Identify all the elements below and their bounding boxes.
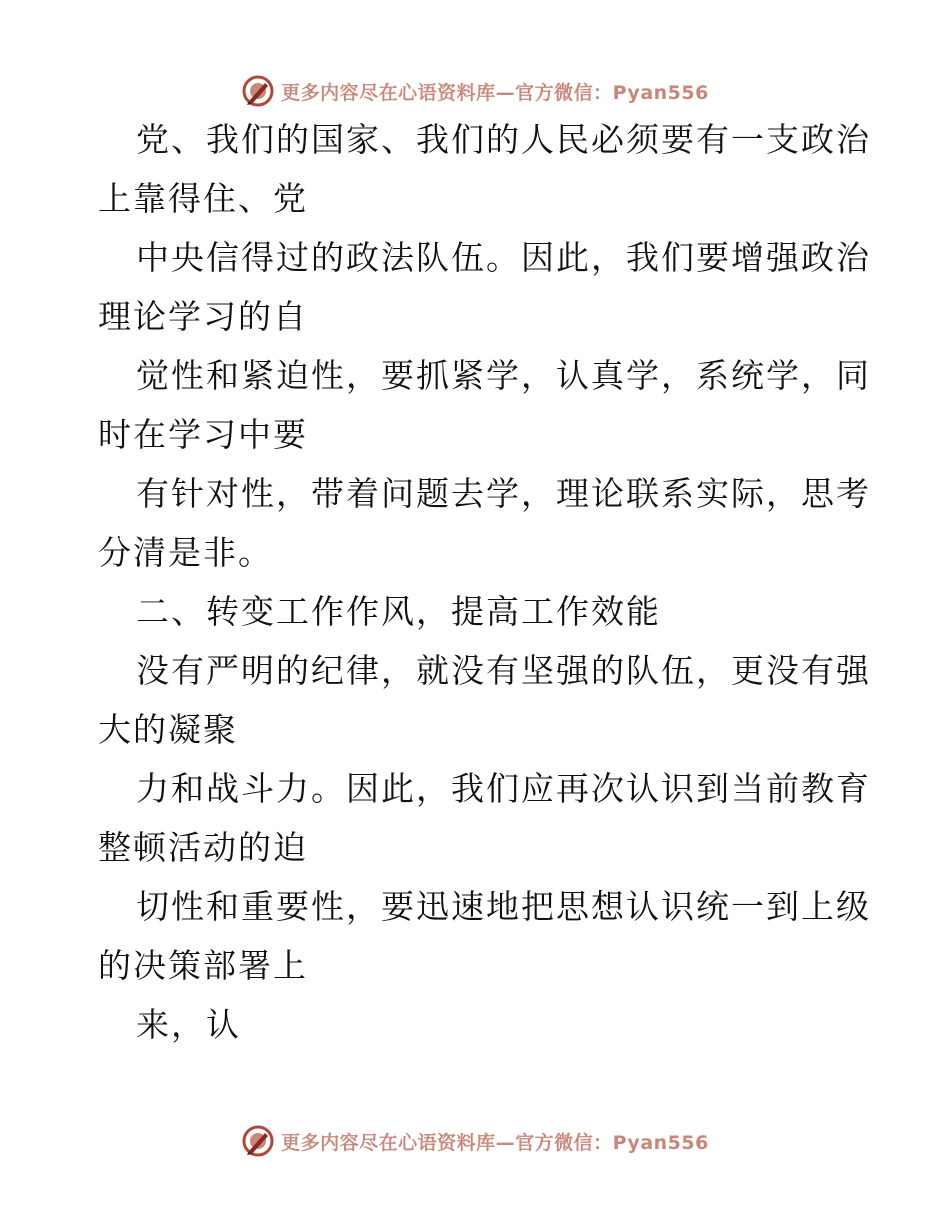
body-line: 整顿活动的迫 [98,828,308,867]
watermark-text: 更多内容尽在心语资料库—官方微信：Pyan556 [281,1131,709,1154]
body-line: 大的凝聚 [98,710,238,749]
body-line: 时在学习中要 [98,415,308,454]
body-line: 中央信得过的政法队伍。因此，我们要增强政治 [136,238,871,277]
body-line: 力和战斗力。因此，我们应再次认识到当前教育 [136,769,871,808]
body-line: 觉性和紧迫性，要抓紧学，认真学，系统学，同 [136,356,871,395]
body-line: 理论学习的自 [98,297,308,336]
header-watermark [0,71,950,111]
pen-seal-logo-icon [241,1124,275,1158]
footer-watermark [0,1121,950,1161]
body-line: 切性和重要性，要迅速地把思想认识统一到上级 [136,887,871,926]
body-line: 分清是非。 [98,533,273,572]
body-line: 党、我们的国家、我们的人民必须要有一支政治 [136,120,871,159]
body-line: 有针对性，带着问题去学，理论联系实际，思考 [136,474,871,513]
body-line: 上靠得住、党 [98,179,308,218]
watermark-text: 更多内容尽在心语资料库—官方微信：Pyan556 [281,81,709,104]
pen-seal-logo-icon [241,74,275,108]
body-line: 没有严明的纪律，就没有坚强的队伍，更没有强 [136,651,871,690]
body-line: 来，认 [136,1005,241,1044]
section-heading: 二、转变工作作风，提高工作效能 [136,592,661,631]
body-line: 的决策部署上 [98,946,308,985]
